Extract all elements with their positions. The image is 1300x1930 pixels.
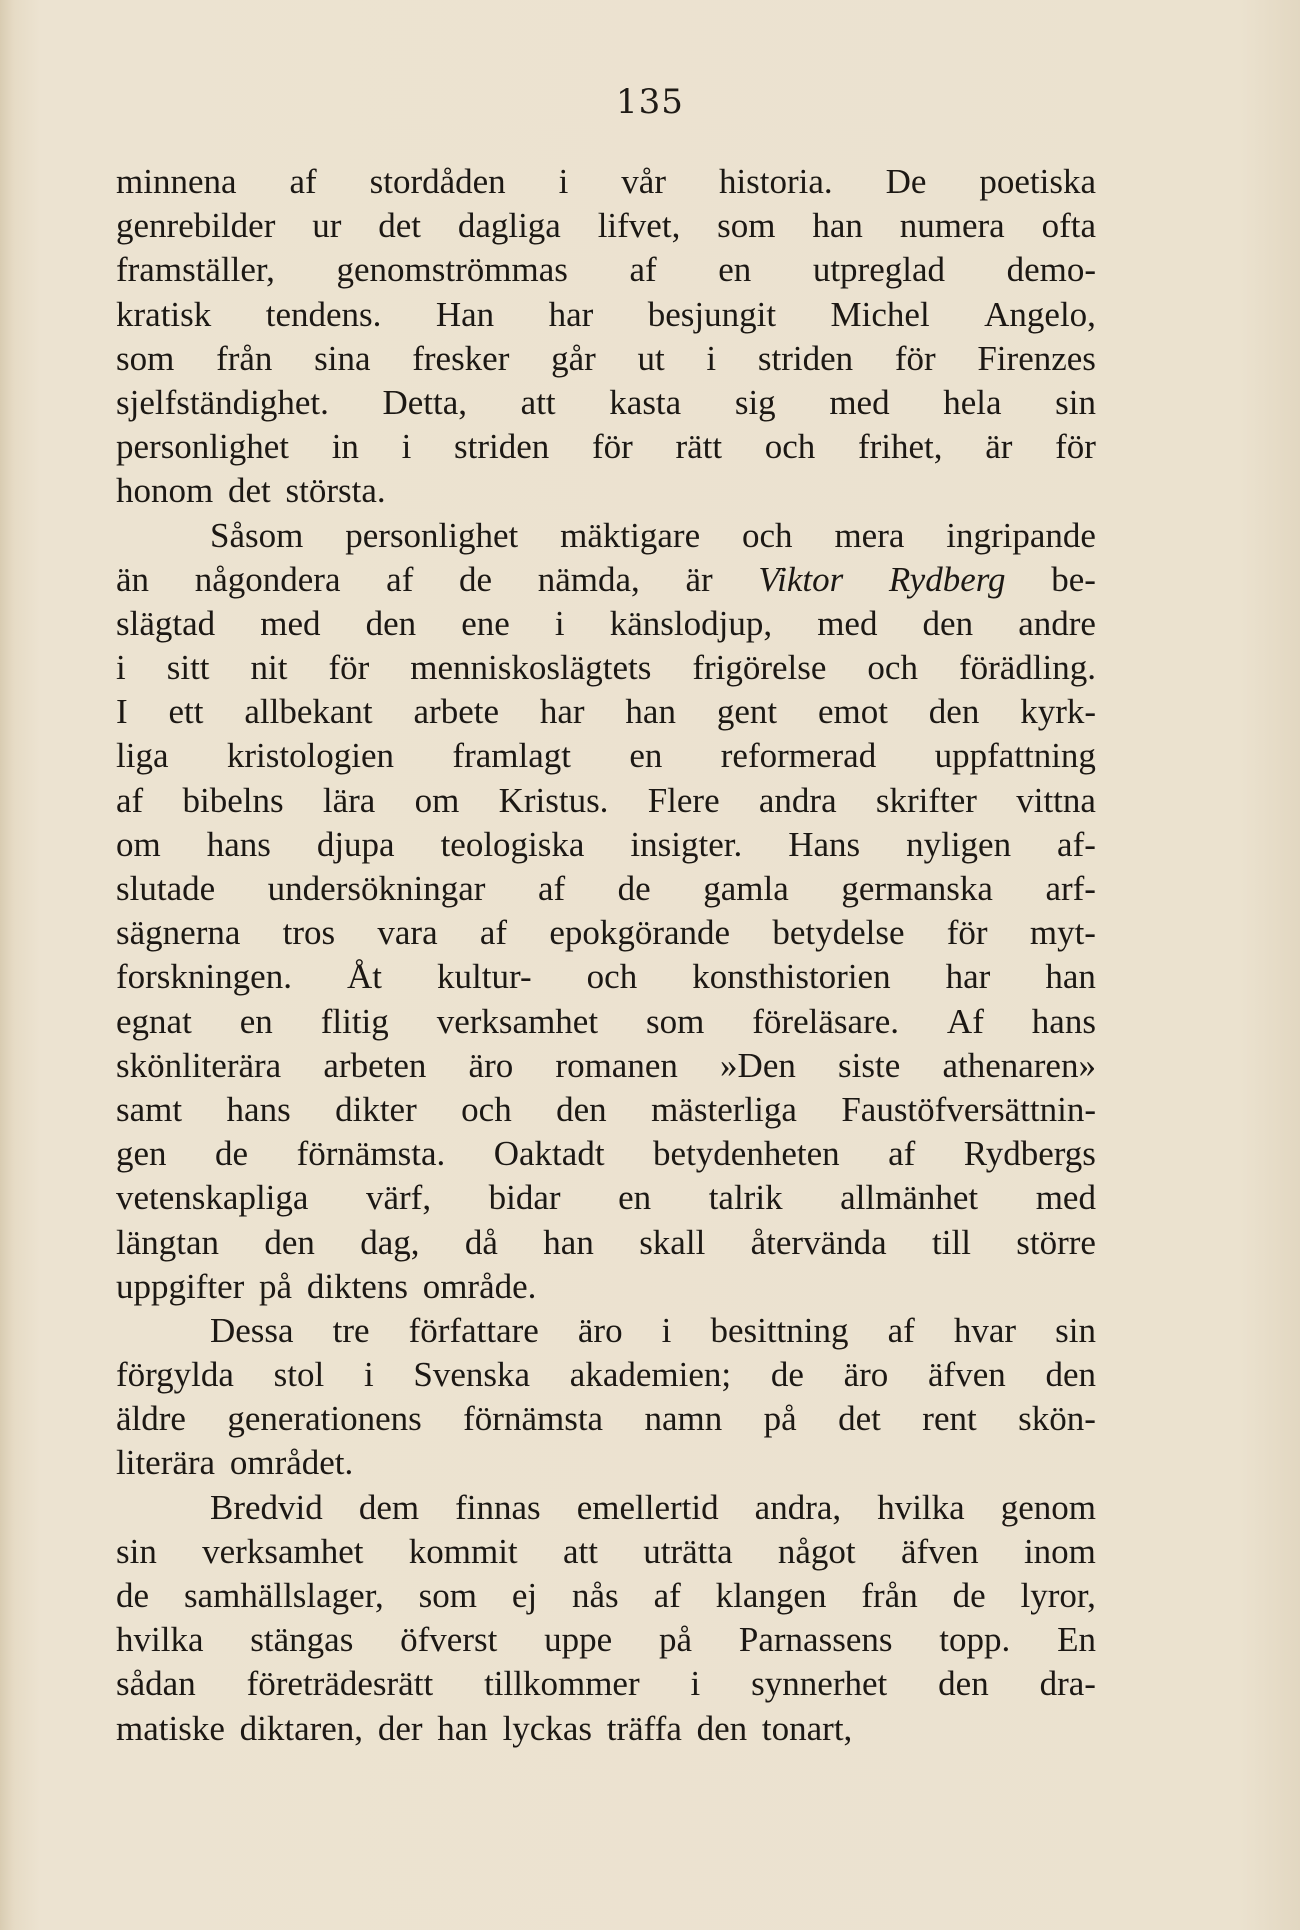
text-line: sjelfständighet. Detta, att kasta sig med hela sin [116, 382, 1096, 422]
text-line: sin verksamhet kommit att uträtta något äfven inom [116, 1531, 1096, 1571]
text-line: af bibelns lära om Kristus. Flere andra skrifter vittna [116, 780, 1096, 820]
text-line: Bredvid dem finnas emellertid andra, hvilka genom [210, 1487, 1096, 1527]
text-line: hvilka stängas öfverst uppe på Parnassens topp. En [116, 1620, 1096, 1660]
text-line: längtan den dag, då han skall återvända till större [116, 1222, 1096, 1262]
body-text [116, 160, 1096, 1751]
text-line: vetenskapliga värf, bidar en talrik allmänhet med [116, 1178, 1096, 1218]
text-line: framställer, genomströmmas af en utpreglad demo- [116, 250, 1096, 290]
text-line: Såsom personlighet mäktigare och mera ingripande [210, 515, 1096, 555]
text-line: gen de förnämsta. Oaktadt betydenheten af Rydbergs [116, 1134, 1096, 1174]
text-line: forskningen. Åt kultur- och konsthistorien har han [116, 957, 1096, 997]
text-line: förgylda stol i Svenska akademien; de äro äfven den [116, 1355, 1096, 1395]
text-line: minnena af stordåden i vår historia. De poetiska [116, 162, 1096, 201]
text-line: sådan företrädesrätt tillkommer i synnerhet den dra- [116, 1664, 1096, 1704]
text-line: personlighet in i striden för rätt och frihet, är för [116, 427, 1096, 467]
text-line: kratisk tendens. Han har besjungit Michel Angelo, [116, 294, 1096, 334]
text-line: matiske diktaren, der han lyckas träffa den tonart, [116, 1708, 853, 1748]
text-line: de samhällslager, som ej nås af klangen från de lyror, [116, 1576, 1096, 1615]
text-line: liga kristologien framlagt en reformerad uppfattning [116, 736, 1096, 776]
text-line: literära området. [116, 1443, 354, 1483]
page-number: 135 [616, 82, 684, 122]
text-line: Dessa tre författare äro i besittning af hvar sin [210, 1310, 1096, 1350]
text-line: honom det största. [116, 471, 386, 511]
text-line: uppgifter på diktens område. [116, 1266, 537, 1306]
text-line: i sitt nit för menniskoslägtets frigörelse och förädling. [116, 648, 1096, 688]
text-line: slägtad med den ene i känslodjup, med den andre [116, 603, 1096, 643]
text-line: I ett allbekant arbete har han gent emot den kyrk- [116, 692, 1096, 732]
text-line: samt hans dikter och den mästerliga Faustöfversättnin- [116, 1089, 1096, 1129]
text-line: skönliterära arbeten äro romanen »Den siste athenaren» [116, 1045, 1096, 1085]
text-line: som från sina fresker går ut i striden för Firenzes [116, 338, 1096, 378]
text-line: om hans djupa teologiska insigter. Hans nyligen af- [116, 824, 1096, 864]
text-line: egnat en flitig verksamhet som föreläsare. Af hans [116, 1001, 1096, 1041]
text-line: slutade undersökningar af de gamla germanska arf- [116, 869, 1096, 908]
text-line: äldre generationens förnämsta namn på det rent skön- [116, 1399, 1096, 1439]
text-line: sägnerna tros vara af epokgörande betydelse för myt- [116, 913, 1096, 953]
text-line: än någondera af de nämda, är Viktor Rydberg be- [116, 559, 1096, 599]
text-line: genrebilder ur det dagliga lifvet, som han numera ofta [116, 206, 1096, 246]
